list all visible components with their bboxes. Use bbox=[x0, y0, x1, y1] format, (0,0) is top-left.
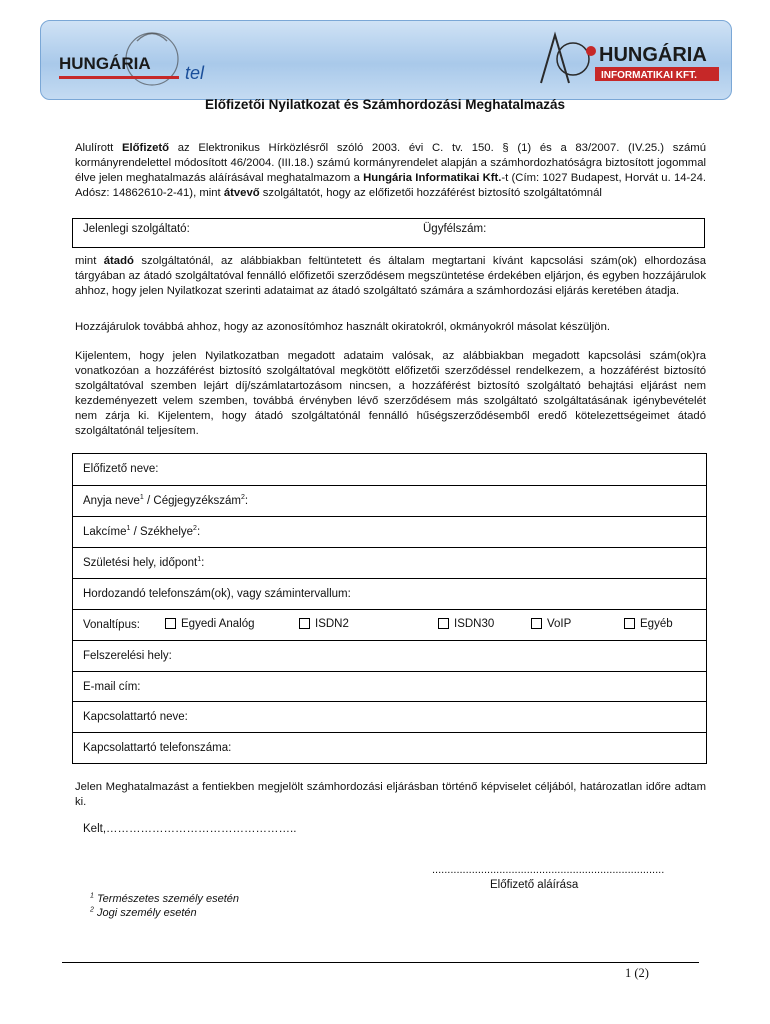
copy-consent-paragraph: Hozzájárulok továbbá ahhoz, hogy az azonosítómhoz használt okiratokról, okmányokról másolat készüljön. bbox=[75, 321, 611, 333]
current-provider-label: Jelenlegi szolgáltató: bbox=[83, 223, 190, 235]
footer-divider bbox=[62, 962, 699, 963]
checkbox[interactable] bbox=[624, 618, 635, 629]
subscriber-form bbox=[72, 453, 707, 764]
checkbox[interactable] bbox=[165, 618, 176, 629]
svg-text:INFORMATIKAI KFT.: INFORMATIKAI KFT. bbox=[601, 70, 697, 81]
intro-paragraph: Alulírott Előfizető az Elektronikus Hírközlésről szóló 2003. évi C. tv. 150. § (1) és a 83/2007. (IV.25.) számú kormányrendelettel módosított 46/2004. (III.18.) számú kormányrendelet alapján a számhordozhatóságra biztosított jogommal élve jelen meghatalmazás aláírásával meghatalmazom a Hungária Informatikai Kft.-t (Cím: 1027 Budapest, Horvát u. 14-24. Adósz: 14862610-2-41), mint átvevő szolgáltatót, hogy az előfizetői hozzáférést biztosító szolgáltatómnál bbox=[75, 142, 707, 199]
signature-line[interactable]: ............................................................................ bbox=[432, 864, 665, 876]
line-type-isdn30-option[interactable]: ISDN30 bbox=[438, 618, 494, 630]
mother-name-field[interactable]: Anyja neve$^1$ / Cégjegyzékszám$^2$: bbox=[73, 485, 706, 517]
address-field[interactable]: Lakcíme$^1$ / Székhelye$^2$: bbox=[73, 516, 706, 548]
line-type-voip-option[interactable]: VoIP bbox=[531, 618, 571, 630]
current-provider-box[interactable] bbox=[72, 218, 705, 248]
line-type-isdn2-option[interactable]: ISDN2 bbox=[299, 618, 349, 630]
footnote-1: $^1$ Természetes személy esetén bbox=[90, 892, 240, 905]
closing-paragraph: Jelen Meghatalmazást a fentiekben megjelölt számhordozási eljárásban történő képviselet céljából, határozatlan időre adtam ki. bbox=[75, 781, 706, 808]
install-address-field[interactable]: Felszerelési hely: bbox=[73, 640, 706, 672]
birth-field[interactable]: Születési hely, időpont$^1$: bbox=[73, 547, 706, 579]
signature-label: Előfizető aláírása bbox=[490, 879, 579, 891]
page-number: 1 (2) bbox=[625, 966, 649, 980]
contact-phone-field[interactable]: Kapcsolattartó telefonszáma: bbox=[73, 732, 706, 764]
line-type-analog-option[interactable]: Egyedi Analóg bbox=[165, 618, 255, 630]
line-type-other-option[interactable]: Egyéb bbox=[624, 618, 673, 630]
declaration-paragraph: Kijelentem, hogy jelen Nyilatkozatban megadott adataim valósak, az alábbiakban megadott kapcsolási szám(ok)ra vonatkozóan a hozzáférést biztosító szolgáltatóval megkötött előfizetői szerződéssel rendelkezem, a hozzáférést biztosító szolgáltatóval szemben lejárt díj/számlatartozásom nincsen, a hozzáférést biztosító szolgáltató behajtási eljárást nem kezdeményezett velem szemben, továbbá érvényben lévő szerződésem más szolgáltató szolgáltatásának igénybevételét nem zárja ki. Kijelentem, hogy átadó szolgáltatónál fennálló hűségszerződésemből eredő kötelezettségeimet átadó szolgáltatónál teljesítem. bbox=[75, 350, 706, 437]
document-title: Előfizetői Nyilatkozat és Számhordozási Meghatalmazás bbox=[204, 97, 566, 112]
hungaria-informatikai-logo bbox=[533, 21, 723, 99]
checkbox[interactable] bbox=[299, 618, 310, 629]
svg-text:tel: tel bbox=[185, 63, 205, 83]
hungaria-tel-logo bbox=[47, 21, 247, 99]
customer-number-label: Ügyfélszám: bbox=[423, 223, 487, 235]
authorization-paragraph: mint átadó szolgáltatónál, az alábbiakban feltüntetett és általam megtartani kívánt kapcsolási szám(ok) elhordozása tárgyában az átadó szolgáltatóval fennálló előfizetői szerződésem megszüntetése érdekében eljárjon, és egyben hozzájárulok ahhoz, hogy jelen Nyilatkozat szerinti adataimat az átadó szolgáltató számára a számhordozási eljárás keretében átadja. bbox=[75, 255, 706, 297]
footnote-2: $^2$ Jogi személy esetén bbox=[90, 906, 197, 919]
subscriber-name-field[interactable]: Előfizető neve: bbox=[83, 463, 159, 475]
email-field[interactable]: E-mail cím: bbox=[73, 671, 706, 702]
checkbox[interactable] bbox=[438, 618, 449, 629]
svg-text:HUNGÁRIA: HUNGÁRIA bbox=[59, 54, 151, 73]
contact-name-field[interactable]: Kapcsolattartó neve: bbox=[73, 701, 706, 733]
svg-text:HUNGÁRIA: HUNGÁRIA bbox=[599, 44, 707, 66]
line-type-row: Vonaltípus: Egyedi Analóg ISDN2 ISDN30 VoIP Egyéb bbox=[73, 609, 706, 641]
numbers-field[interactable]: Hordozandó telefonszám(ok), vagy számintervallum: bbox=[73, 578, 706, 610]
checkbox[interactable] bbox=[531, 618, 542, 629]
header-banner bbox=[40, 20, 732, 100]
date-line[interactable]: Kelt,………………………………………….. bbox=[83, 823, 297, 835]
